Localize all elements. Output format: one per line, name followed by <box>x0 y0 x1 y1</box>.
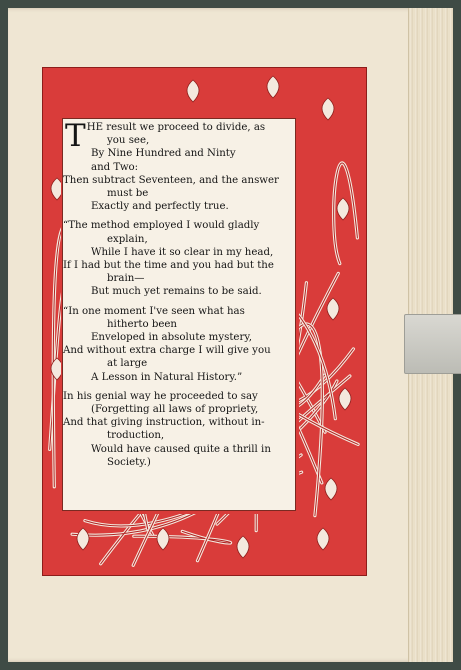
poem-line <box>63 285 295 298</box>
poem-line <box>63 443 295 456</box>
poem-line-text: “In one moment I've seen what has <box>63 305 245 317</box>
leaf-ornament-icon <box>267 76 279 98</box>
poem-line-text: Enveloped in absolute mystery, <box>91 332 252 344</box>
drop-cap: T <box>65 118 86 154</box>
poem-line <box>63 187 295 200</box>
poem-line <box>63 174 295 187</box>
poem-line-text: brain— <box>107 273 145 285</box>
poem-line <box>63 318 295 331</box>
leaf-ornament-icon <box>237 536 249 558</box>
leaf-ornament-icon <box>327 298 339 320</box>
leaf-ornament-icon <box>77 528 89 550</box>
poem-line-text: (Forgetting all laws of propriety, <box>91 404 259 416</box>
poem-line <box>63 344 295 357</box>
poem-line-text: By Nine Hundred and Ninty <box>91 148 236 160</box>
poem-line <box>63 390 295 403</box>
leaf-ornament-icon <box>339 388 351 410</box>
poem-line-text: In his genial way he proceeded to say <box>63 390 258 402</box>
page-tab <box>404 314 461 374</box>
poem-stanza <box>63 118 295 213</box>
poem-line-text: must be <box>107 188 149 200</box>
poem-line-text: “The method employed I would gladly <box>63 220 260 232</box>
poem-stanza <box>63 305 295 384</box>
poem-line <box>63 161 295 174</box>
poem-line <box>63 233 295 246</box>
poem-line-text: troduction, <box>107 430 165 442</box>
poem-line <box>63 456 295 469</box>
poem-line-text: Then subtract Seventeen, and the answer <box>63 174 279 186</box>
poem-line <box>63 305 295 318</box>
poem-line <box>63 272 295 285</box>
poem-line-text: hitherto been <box>107 318 177 330</box>
poem-line-text: And that giving instruction, without in- <box>63 417 265 429</box>
poem-line <box>63 416 295 429</box>
poem-line <box>63 134 295 147</box>
poem-line <box>63 371 295 384</box>
poem-stanza <box>63 390 295 469</box>
poem-line-text: Exactly and perfectly true. <box>91 201 229 213</box>
poem-line-text: you see, <box>107 135 150 147</box>
poem-line-text: A Lesson in Natural History.” <box>91 371 243 383</box>
poem-line <box>63 147 295 160</box>
poem-line-text: HE result we proceed to divide, as <box>86 122 266 133</box>
leaf-ornament-icon <box>157 528 169 550</box>
poem-line <box>63 219 295 232</box>
poem-line <box>63 429 295 442</box>
poem-stanza <box>63 219 295 298</box>
poem-line <box>63 331 295 344</box>
poem-line-text: Society.) <box>107 456 151 468</box>
leaf-ornament-icon <box>325 478 337 500</box>
poem-line-text: and Two: <box>91 161 139 173</box>
leaf-ornament-icon <box>187 80 199 102</box>
poem-line <box>63 246 295 259</box>
poem-text-panel <box>62 118 296 511</box>
poem-line <box>63 357 295 370</box>
leaf-ornament-icon <box>337 198 349 220</box>
poem-line-text: While I have it so clear in my head, <box>91 246 274 258</box>
poem-line <box>63 403 295 416</box>
leaf-ornament-icon <box>317 528 329 550</box>
leaf-ornament-icon <box>322 98 334 120</box>
poem-line <box>63 200 295 213</box>
poem-line <box>63 259 295 272</box>
poem-line-text: Would have caused quite a thrill in <box>91 443 271 455</box>
poem-line-text: at large <box>107 358 148 370</box>
poem-line-text: But much yet remains to be said. <box>91 286 262 298</box>
poem-line-text: If I had but the time and you had but the <box>63 260 274 272</box>
poem-line-text: explain, <box>107 233 148 245</box>
poem-line-text: And without extra charge I will give you <box>63 345 271 357</box>
